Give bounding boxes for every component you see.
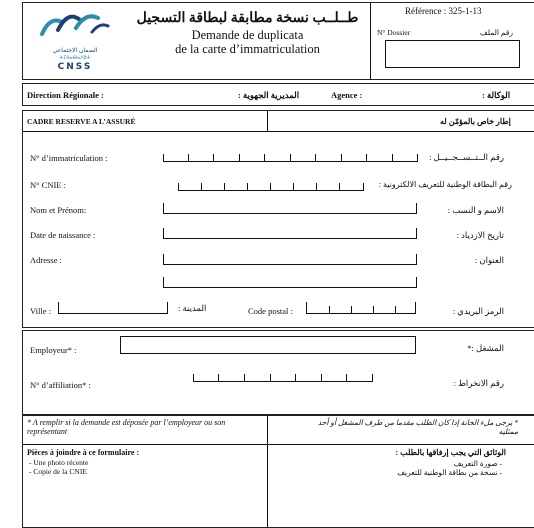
- employeur-label-fr: Employeur* :: [30, 345, 77, 355]
- nom-label-ar: الاسم و النسب :: [447, 205, 504, 215]
- adresse-label-ar: العنوان :: [474, 255, 504, 265]
- immatriculation-input[interactable]: [163, 152, 418, 162]
- adresse-input-line2[interactable]: [163, 277, 417, 288]
- adresse-label-fr: Adresse :: [30, 255, 62, 265]
- note-ar: * يرجى ملء الخانة إذا كان الطلب مقدما من طرف المشغل أو أحد ممثليه: [317, 418, 518, 436]
- pieces-item-photo: - Une photo récente: [29, 458, 89, 467]
- logo-tifinagh: ⵜⵉⵏⵏⴰⴱⴰⴷⵓⵜ: [59, 55, 91, 61]
- postal-label-ar: الرمز البريدي :: [452, 306, 504, 316]
- dossier-input[interactable]: [385, 40, 520, 68]
- nom-input[interactable]: [163, 203, 417, 214]
- dossier-label-fr: N° Dossier: [377, 28, 411, 37]
- agence-ar: الوكالة :: [482, 90, 511, 100]
- adresse-input-line1[interactable]: [163, 254, 417, 265]
- logo-acronym: CNSS: [57, 62, 93, 72]
- pieces-title-fr: Pièces à joindre à ce formulaire :: [27, 448, 140, 457]
- employeur-input[interactable]: [120, 336, 416, 354]
- direction-regionale-fr: Direction Régionale :: [27, 90, 104, 100]
- title-french-line2: de la carte d’immatriculation: [175, 42, 320, 56]
- header-divider: [370, 2, 371, 80]
- naissance-input[interactable]: [163, 228, 417, 239]
- agence-fr: Agence :: [331, 90, 363, 100]
- note-fr: * A remplir si la demande est déposée par l’employeur ou son représentant: [27, 418, 226, 436]
- cnie-label-fr: N° CNIE :: [30, 180, 66, 190]
- immatriculation-label-fr: N° d’immatriculation :: [30, 153, 108, 163]
- nom-label-fr: Nom et Prénom:: [30, 205, 87, 215]
- employeur-label-ar: المشغل :*: [467, 343, 504, 353]
- cadre-title-fr: CADRE RESERVE A L’ASSURÉ: [27, 117, 136, 126]
- notes-divider: [267, 415, 268, 528]
- cnie-label-ar: رقم البطاقة الوطنية للتعريف الالكترونية :: [378, 180, 512, 189]
- ville-label-fr: Ville :: [30, 306, 51, 316]
- ville-label-ar: المدينة :: [178, 303, 207, 313]
- title-french-line1: Demande de duplicata: [191, 28, 304, 42]
- cadre-title-ar: إطار خاص بالمؤمّن له: [440, 117, 511, 126]
- postal-label-fr: Code postal :: [248, 306, 293, 316]
- postal-input[interactable]: [306, 302, 416, 314]
- affiliation-label-ar: رقم الانخراط :: [453, 378, 504, 388]
- affiliation-label-fr: N° d’affiliation* :: [30, 380, 91, 390]
- dossier-label-ar: رقم الملف: [480, 28, 514, 37]
- logo-arabic: الضمان الاجتماعي: [52, 47, 98, 54]
- cnss-logo: [36, 8, 114, 76]
- assure-frame: [22, 110, 534, 328]
- cadre-header-divider: [267, 110, 268, 131]
- pieces-title-ar: الوثائق التي يجب إرفاقها بالطلب :: [395, 448, 506, 457]
- reference-label: Référence : 325-1-13: [405, 6, 482, 16]
- cnie-input[interactable]: [178, 181, 364, 191]
- naissance-label-fr: Date de naissance :: [30, 230, 96, 240]
- logo-mark-icon: [36, 8, 114, 40]
- pieces-item-ar-photo: - صورة التعريف: [453, 459, 502, 468]
- pieces-item-ar-cnie: - نسخة من بطاقة الوطنية للتعريف: [397, 468, 502, 477]
- notes-separator: [22, 444, 534, 445]
- ville-input[interactable]: [58, 302, 168, 314]
- immatriculation-label-ar: رقم الــتــســجــيــل :: [429, 152, 504, 162]
- pieces-item-cnie: - Copie de la CNIE: [29, 467, 87, 476]
- naissance-label-ar: تاريخ الازدياد :: [456, 230, 504, 240]
- direction-regionale-ar: المديرية الجهوية :: [238, 90, 300, 100]
- affiliation-input[interactable]: [193, 372, 373, 382]
- cadre-header-line: [22, 131, 534, 132]
- title-arabic: طــلــب نسخة مطابقة لبطاقة التسجيل: [136, 11, 359, 26]
